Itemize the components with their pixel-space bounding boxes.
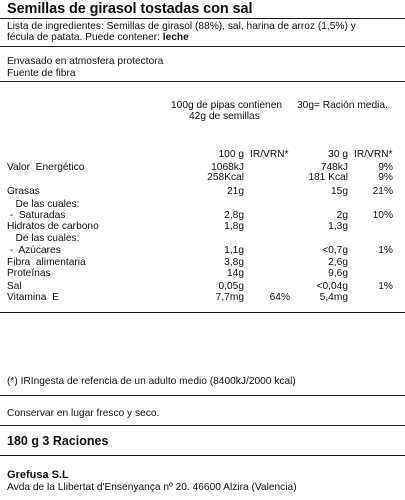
- nutrient-label: De las cuales:: [7, 199, 80, 210]
- seeds-weight-header: 42g de semillas: [189, 111, 260, 122]
- reference-intake-footnote: (*) IRIngesta de refencia de un adulto medio (8400kJ/2000 kcal): [7, 376, 296, 387]
- value-100g: 1068kJ: [211, 162, 244, 173]
- ir-30g: 1%: [378, 281, 393, 292]
- divider: [0, 425, 405, 426]
- ingredients-line-2: [7, 32, 189, 43]
- nutrient-label: Fibra alimentaria: [7, 257, 86, 268]
- serving-100g-header: 100g de pipas contienen: [171, 100, 283, 111]
- ir-100g: 64%: [269, 292, 290, 303]
- divider: [0, 395, 405, 396]
- value-30g: 2g: [336, 210, 348, 221]
- col-header-ir-30g: IR/VRN*: [354, 149, 393, 160]
- ingredients-text: fécula de patata. Puede contener:: [7, 32, 163, 43]
- divider: [0, 455, 405, 456]
- packaging-text: Envasado en atmosfera protectora: [7, 56, 164, 67]
- nutrient-label: Proteínas: [7, 268, 51, 279]
- nutrient-label: - Saturadas: [7, 210, 66, 221]
- value-30g: 1,3g: [328, 221, 348, 232]
- value-30g: <0,04g: [316, 281, 348, 292]
- product-title: Semillas de girasol tostadas con sal: [7, 1, 253, 17]
- nutrient-label: - Azúcares: [7, 245, 61, 256]
- value-100g: 3,8g: [224, 257, 244, 268]
- divider: [0, 81, 405, 82]
- ir-30g: 21%: [372, 186, 393, 197]
- value-100g: 0,05g: [218, 281, 244, 292]
- value-30g: 2,6g: [328, 257, 348, 268]
- divider: [0, 46, 405, 47]
- nutrient-label: Vitamina E: [7, 292, 59, 303]
- value-100g: 21g: [227, 186, 244, 197]
- value-30g: 15g: [331, 186, 348, 197]
- divider: [0, 312, 405, 313]
- nutrient-label: Hidratos de carbono: [7, 221, 99, 232]
- fiber-source-text: Fuente de fibra: [7, 68, 76, 79]
- value-100g: 14g: [227, 268, 244, 279]
- value-100g: 1,1g: [224, 245, 244, 256]
- company-name: Grefusa S.L: [7, 469, 69, 481]
- value-100g: 2,8g: [224, 210, 244, 221]
- nutrient-label: Valor Energético: [7, 162, 85, 173]
- net-quantity: 180 g 3 Raciones: [7, 434, 109, 448]
- col-header-100g: 100 g: [218, 149, 244, 160]
- value-30g: 5,4mg: [319, 292, 348, 303]
- col-header-30g: 30 g: [328, 149, 348, 160]
- value-30g: 9,6g: [328, 268, 348, 279]
- value-30g: 181 Kcal: [308, 172, 348, 183]
- value-100g: 1,8g: [224, 221, 244, 232]
- company-address: Avda de la Llibertat d'Ensenyança nº 20. 46600 Alzira (Valencia): [7, 482, 297, 493]
- value-100g: 258Kcal: [207, 172, 244, 183]
- value-30g: <0,7g: [322, 245, 348, 256]
- nutrient-label: De las cuales:: [7, 233, 80, 244]
- ir-30g: 10%: [372, 210, 393, 221]
- col-header-ir-100g: IR/VRN*: [250, 149, 289, 160]
- divider: [0, 18, 405, 19]
- nutrient-label: Sal: [7, 281, 22, 292]
- ir-30g: 9%: [378, 162, 393, 173]
- ir-30g: 1%: [378, 245, 393, 256]
- allergen-text: leche: [162, 32, 189, 43]
- ingredients-line-1: Lista de ingredientes: Semillas de girasol (88%), sal, harina de arroz (1,5%) y: [7, 21, 356, 32]
- ir-30g: 9%: [378, 172, 393, 183]
- value-100g: 7,7mg: [215, 292, 244, 303]
- serving-30g-header: 30g= Ración media.: [297, 100, 388, 111]
- value-30g: 748kJ: [320, 162, 348, 173]
- nutrient-label: Grasas: [7, 186, 40, 197]
- storage-instructions: Conservar en lugar fresco y seco.: [7, 408, 160, 419]
